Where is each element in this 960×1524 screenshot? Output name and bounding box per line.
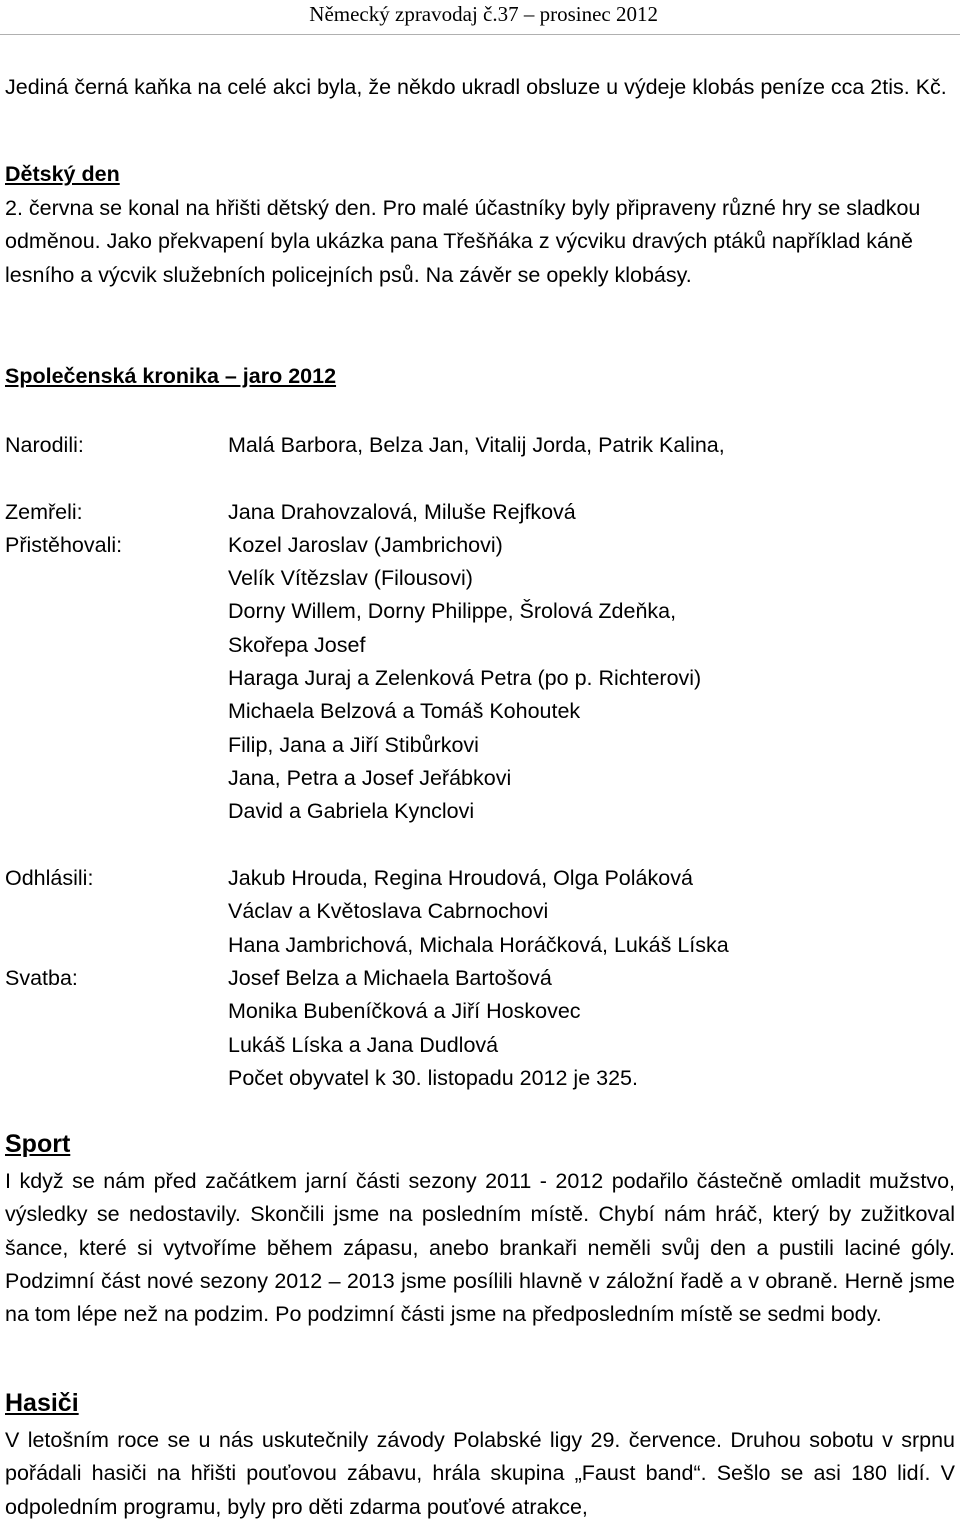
hasici-paragraph: V letošním roce se u nás uskutečnily závody Polabské ligy 29. července. Druhou sobotu v srpnu pořádali hasiči na hřišti pouťovou zábavu, hrála skupina „Faust band“. Sešlo se asi 180 lidí. V odpoledním programu, byly pro děti zdarma pouťové atrakce, <box>5 1428 955 1519</box>
pristehovali-item: Velík Vítězslav (Filousovi) <box>228 566 473 590</box>
label-svatba: Svatba: <box>5 966 78 990</box>
pristehovali-item: Skořepa Josef <box>228 633 366 657</box>
svatba-item: Monika Bubeníčková a Jiří Hoskovec <box>228 999 581 1023</box>
svatba-item: Lukáš Líska a Jana Dudlová <box>228 1033 499 1057</box>
sport-paragraph: I když se nám před začátkem jarní části sezony 2011 - 2012 podařilo částečně omladit mužstvo, výsledky se nedostavily. Skončili jsme na posledním místě. Chybí nám hráč, který by zužitkoval šance, které si vytvoříme během zápasu, anebo brankaři neměli svůj den a pustili laciné góly. Podzimní část nové sezony 2012 – 2013 jsme posílili hlavně v záložní řadě a v obraně. Herně jsme na tom lépe než na podzim. Po podzimní části jsme na předposledním místě se sedmi body. <box>5 1169 955 1327</box>
pristehovali-item: Kozel Jaroslav (Jambrichovi) <box>228 533 503 557</box>
odhlasili-item: Jakub Hrouda, Regina Hroudová, Olga Poláková <box>228 866 693 890</box>
label-pristehovali: Přistěhovali: <box>5 533 123 557</box>
header-divider <box>0 34 960 35</box>
odhlasili-item: Václav a Květoslava Cabrnochovi <box>228 899 549 923</box>
intro-paragraph: Jediná černá kaňka na celé akci byla, že někdo ukradl obsluze u výdeje klobás peníze cca 2tis. Kč. <box>5 75 947 99</box>
pristehovali-item: Dorny Willem, Dorny Philippe, Šrolová Zdeňka, <box>228 599 677 623</box>
kronika-heading: Společenská kronika – jaro 2012 <box>5 364 337 388</box>
zemreli-value: Jana Drahovzalová, Miluše Rejfková <box>228 500 576 524</box>
odhlasili-item: Hana Jambrichová, Michala Horáčková, Lukáš Líska <box>228 933 729 957</box>
pristehovali-item: Filip, Jana a Jiří Stibůrkovi <box>228 733 479 757</box>
label-odhlasili: Odhlásili: <box>5 866 94 890</box>
detsky-den-heading: Dětský den <box>5 162 120 186</box>
newsletter-title: Německý zpravodaj č.37 – prosinec 2012 <box>309 2 658 26</box>
pristehovali-item: David a Gabriela Kynclovi <box>228 799 475 823</box>
svatba-item: Josef Belza a Michaela Bartošová <box>228 966 552 990</box>
sport-heading: Sport <box>5 1130 71 1158</box>
label-zemreli: Zemřeli: <box>5 500 83 524</box>
detsky-den-paragraph: 2. června se konal na hřišti dětský den. Pro malé účastníky byly připraveny různé hry se sladkou odměnou. Jako překvapení byla ukázka pana Třešňáka z výcviku dravých ptáků například káně lesního a výcvik služebních policejních psů. Na závěr se opekly klobásy. <box>5 196 921 287</box>
narodili-value: Malá Barbora, Belza Jan, Vitalij Jorda, Patrik Kalina, <box>228 433 725 457</box>
hasici-heading: Hasiči <box>5 1389 79 1417</box>
pristehovali-item: Haraga Juraj a Zelenková Petra (po p. Richterovi) <box>228 666 702 690</box>
population-count: Počet obyvatel k 30. listopadu 2012 je 325. <box>228 1066 638 1090</box>
label-narodili: Narodili: <box>5 433 84 457</box>
pristehovali-item: Michaela Belzová a Tomáš Kohoutek <box>228 699 581 723</box>
pristehovali-item: Jana, Petra a Josef Jeřábkovi <box>228 766 512 790</box>
